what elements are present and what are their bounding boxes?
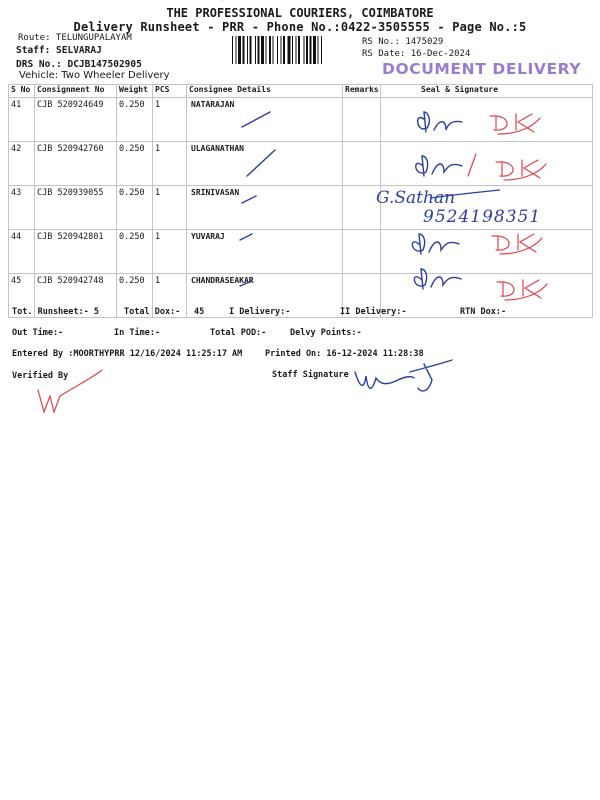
row-remarks bbox=[343, 142, 381, 186]
row-remarks bbox=[343, 98, 381, 142]
document-delivery-stamp: DOCUMENT DELIVERY bbox=[382, 60, 582, 78]
col-sno: S No bbox=[9, 85, 35, 98]
barcode-bar bbox=[281, 36, 282, 64]
row-consignee: CHANDRASEAKAR bbox=[187, 274, 343, 318]
drs-number: DRS No.: DCJB147502905 bbox=[16, 59, 142, 70]
runsheet-title: Delivery Runsheet - PRR - Phone No.:0422-3505555 - Page No.:5 bbox=[73, 20, 527, 34]
col-weight: Weight bbox=[117, 85, 153, 98]
row-weight: 0.250 bbox=[117, 186, 153, 230]
barcode-bar bbox=[243, 36, 245, 64]
printed-on: Printed On: 16-12-2024 11:28:38 bbox=[265, 349, 424, 359]
barcode-bar bbox=[232, 36, 233, 64]
verified-by-label: Verified By bbox=[12, 371, 69, 381]
barcode-bar bbox=[310, 36, 312, 64]
barcode-bar bbox=[288, 36, 291, 64]
row-sno: 45 bbox=[9, 274, 35, 318]
barcode-bar bbox=[261, 36, 264, 64]
entered-by: Entered By :MOORTHYPRR 12/16/2024 11:25:17 AM bbox=[12, 349, 243, 359]
barcode-bar bbox=[306, 36, 308, 64]
row-weight: 0.250 bbox=[117, 230, 153, 274]
barcode bbox=[232, 36, 350, 64]
row-remarks bbox=[343, 230, 381, 274]
row-consignee: SRINIVASAN bbox=[187, 186, 343, 230]
row-consignment: CJB 520942760 bbox=[35, 142, 117, 186]
i-delivery: I Delivery:- bbox=[229, 307, 291, 317]
barcode-bar bbox=[238, 36, 241, 64]
vehicle-label: Vehicle: Two Wheeler Delivery bbox=[19, 70, 170, 81]
barcode-bar bbox=[273, 36, 274, 64]
row-signature bbox=[381, 186, 593, 230]
barcode-bar bbox=[283, 36, 285, 64]
barcode-bar bbox=[247, 36, 248, 64]
row-sno: 41 bbox=[9, 98, 35, 142]
row-remarks bbox=[343, 186, 381, 230]
row-consignment: CJB 520942801 bbox=[35, 230, 117, 274]
col-consignee: Consignee Details bbox=[187, 85, 343, 98]
row-sno: 42 bbox=[9, 142, 35, 186]
row-consignee: NATARAJAN bbox=[187, 98, 343, 142]
row-weight: 0.250 bbox=[117, 142, 153, 186]
barcode-bar bbox=[250, 36, 252, 64]
barcode-bar bbox=[318, 36, 319, 64]
table-row bbox=[9, 230, 593, 274]
row43-handwritten-name: G.Sathan bbox=[376, 188, 456, 208]
company-name: THE PROFESSIONAL COURIERS, COIMBATORE bbox=[166, 6, 434, 20]
tot-runsheet: Tot. Runsheet:- 5 bbox=[12, 307, 99, 317]
table-row bbox=[9, 98, 593, 142]
col-remarks: Remarks bbox=[343, 85, 381, 98]
total-pod: Total POD:- bbox=[210, 328, 267, 338]
out-time: Out Time:- bbox=[12, 328, 64, 338]
in-time: In Time:- bbox=[114, 328, 161, 338]
row-pcs: 1 bbox=[153, 274, 187, 318]
runsheet-table bbox=[8, 84, 593, 318]
col-pcs: PCS bbox=[153, 85, 187, 98]
row-consignee: ULAGANATHAN bbox=[187, 142, 343, 186]
barcode-bar bbox=[292, 36, 293, 64]
staff-signature-mark bbox=[355, 360, 452, 391]
total-dox-value: 45 bbox=[194, 307, 205, 317]
row-consignee: YUVARAJ bbox=[187, 230, 343, 274]
row-signature bbox=[381, 142, 593, 186]
barcode-bar bbox=[296, 36, 297, 64]
barcode-bar bbox=[313, 36, 316, 64]
barcode-bar bbox=[277, 36, 278, 64]
barcode-bar bbox=[236, 36, 237, 64]
table-header-row bbox=[9, 85, 593, 98]
rs-date: RS Date: 16-Dec-2024 bbox=[362, 49, 471, 59]
row-pcs: 1 bbox=[153, 230, 187, 274]
barcode-bar bbox=[321, 36, 322, 64]
top-mark: ' bbox=[222, 0, 224, 6]
col-seal-signature: Seal & Signature bbox=[381, 85, 593, 98]
rtn-dox: RTN Dox:- bbox=[460, 307, 507, 317]
table-row bbox=[9, 142, 593, 186]
ii-delivery: II Delivery:- bbox=[340, 307, 407, 317]
total-dox-label: Total Dox:- bbox=[124, 307, 181, 317]
barcode-bar bbox=[269, 36, 271, 64]
col-consignment: Consignment No bbox=[35, 85, 117, 98]
row-consignment: CJB 520939055 bbox=[35, 186, 117, 230]
route-label: Route: TELUNGUPALAYAM bbox=[18, 33, 132, 43]
row-weight: 0.250 bbox=[117, 98, 153, 142]
row-signature bbox=[381, 98, 593, 142]
table-row bbox=[9, 186, 593, 230]
barcode-bar bbox=[258, 36, 260, 64]
row-sno: 44 bbox=[9, 230, 35, 274]
barcode-bar bbox=[255, 36, 256, 64]
barcode-bar bbox=[266, 36, 267, 64]
delvy-points: Delvy Points:- bbox=[290, 328, 362, 338]
row43-handwritten-phone: 9524198351 bbox=[423, 207, 542, 227]
row-pcs: 1 bbox=[153, 98, 187, 142]
row-sno: 43 bbox=[9, 186, 35, 230]
row-pcs: 1 bbox=[153, 142, 187, 186]
row-weight: 0.250 bbox=[117, 274, 153, 318]
row-consignment: CJB 520924649 bbox=[35, 98, 117, 142]
row-consignment: CJB 520942748 bbox=[35, 274, 117, 318]
staff-label: Staff: SELVARAJ bbox=[16, 45, 102, 56]
row-signature bbox=[381, 230, 593, 274]
barcode-bar bbox=[298, 36, 300, 64]
staff-signature-label: Staff Signature bbox=[272, 370, 349, 380]
barcode-bar bbox=[304, 36, 305, 64]
row-pcs: 1 bbox=[153, 186, 187, 230]
rs-number: RS No.: 1475029 bbox=[362, 37, 444, 47]
